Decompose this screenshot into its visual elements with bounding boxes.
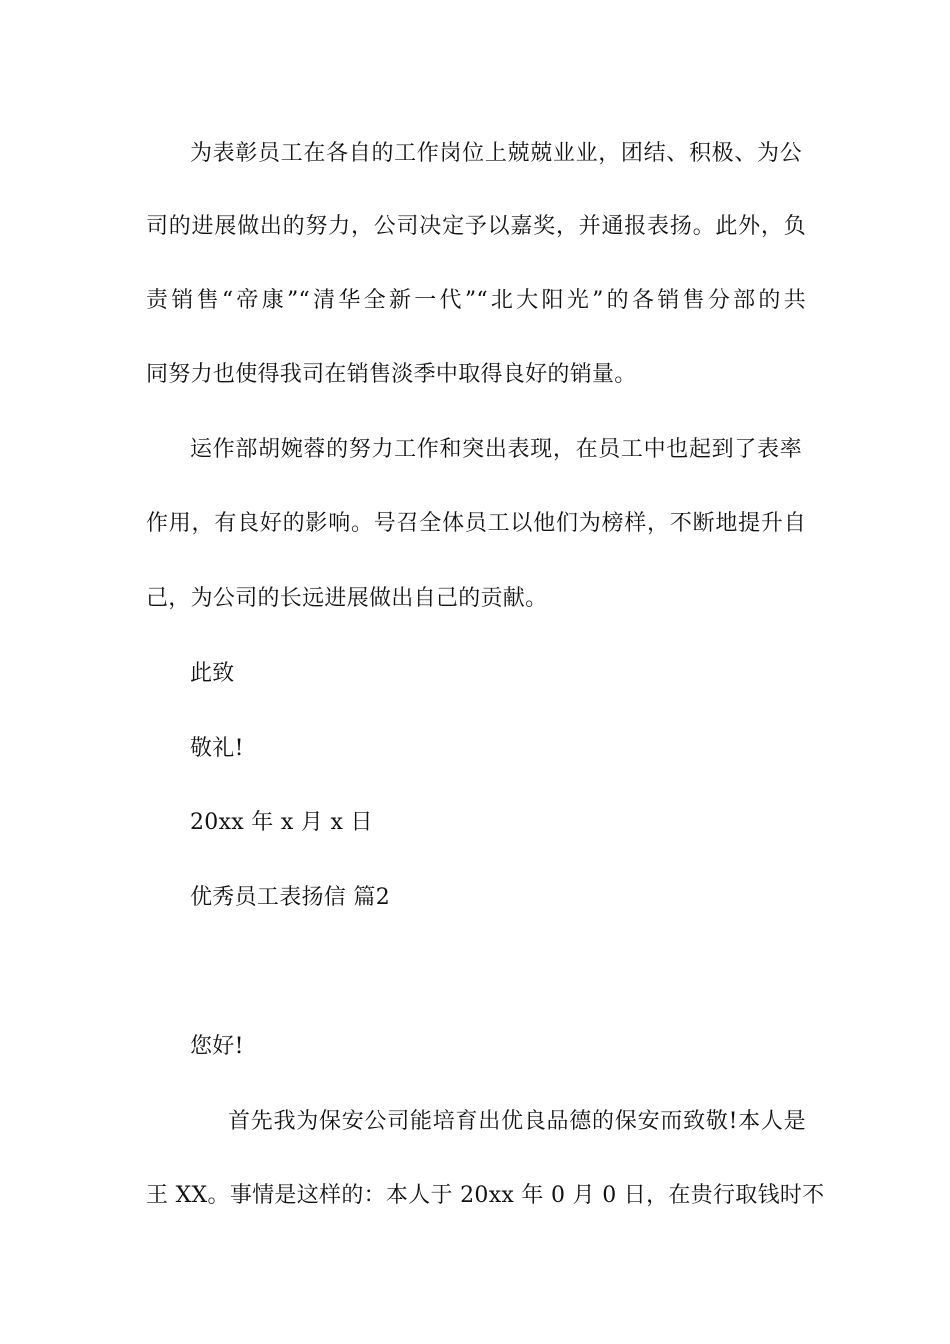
paragraph-1-line-4: 同努力也使得我司在销售淡季中取得良好的销量。 [146, 362, 637, 387]
paragraph-1-line-2: 司的进展做出的努力，公司决定予以嘉奖，并通报表扬。此外，负 [146, 214, 806, 239]
paragraph-1-line-3: 责销售“帝康”“清华全新一代”“北大阳光”的各销售分部的共 [146, 288, 806, 313]
closing-salutation: 此致 [190, 661, 235, 686]
greeting: 您好! [190, 1034, 244, 1059]
paragraph-1-line-1: 为表彰员工在各自的工作岗位上兢兢业业，团结、积极、为公 [190, 141, 802, 166]
paragraph-3-line-1: 首先我为保安公司能培育出优良品德的保安而致敬!本人是 [228, 1109, 806, 1134]
closing-date: 20xx 年 x 月 x 日 [190, 810, 373, 835]
paragraph-3-line-2: 王 XX。事情是这样的：本人于 20xx 年 0 月 0 日，在贵行取钱时不 [146, 1183, 825, 1208]
section-title: 优秀员工表扬信 篇2 [190, 885, 390, 910]
paragraph-2-line-2: 作用，有良好的影响。号召全体员工以他们为榜样，不断地提升自 [146, 511, 806, 536]
closing-regards: 敬礼! [190, 736, 244, 761]
paragraph-2-line-3: 己，为公司的长远进展做出自己的贡献。 [146, 586, 548, 611]
paragraph-2-line-1: 运作部胡婉蓉的努力工作和突出表现，在员工中也起到了表率 [190, 437, 802, 462]
